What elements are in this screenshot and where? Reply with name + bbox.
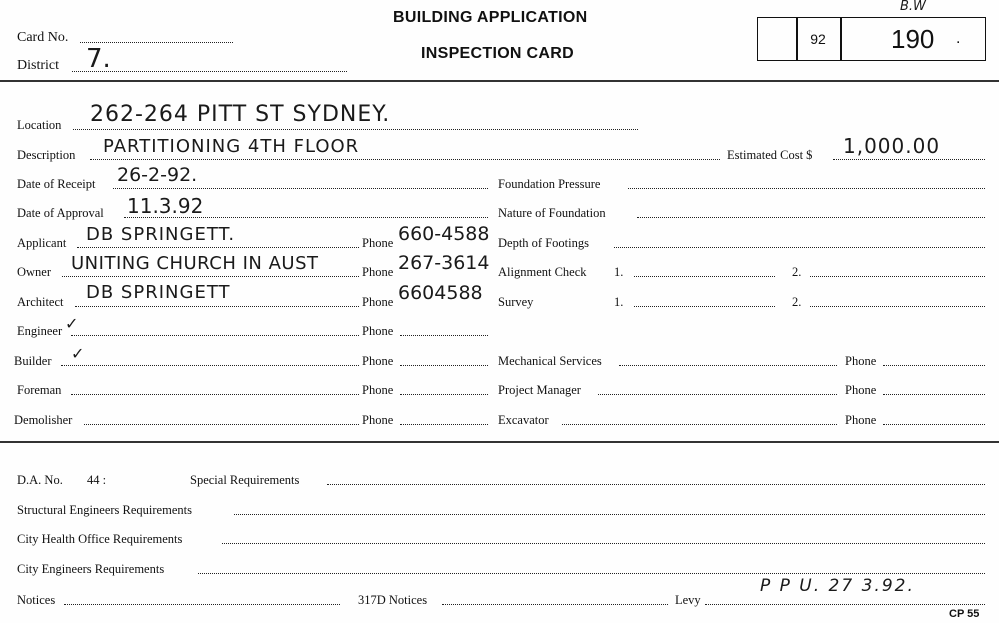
mechanical-phone-label: Phone: [845, 354, 877, 368]
engineers-requirements-line: [198, 573, 985, 574]
foreman-phone-label: Phone: [362, 383, 394, 397]
location-label: Location: [17, 118, 62, 132]
structural-requirements-line: [234, 514, 985, 515]
engineer-tick: ✓: [65, 314, 79, 333]
estimated-cost-value: 1,000.00: [843, 134, 941, 158]
health-requirements-label: City Health Office Requirements: [17, 532, 183, 546]
health-requirements-line: [222, 543, 985, 544]
location-value: 262-264 PITT ST SYDNEY.: [90, 102, 391, 127]
description-value: PARTITIONING 4TH FLOOR: [103, 136, 360, 157]
project-manager-line: [598, 394, 837, 395]
date-receipt-label: Date of Receipt: [17, 177, 96, 191]
excavator-phone-label: Phone: [845, 413, 877, 427]
box-number: 190: [891, 24, 935, 54]
date-receipt-line: [113, 188, 488, 189]
mechanical-services-line: [619, 365, 837, 366]
alignment-line-1: [634, 276, 775, 277]
card-number-box: [757, 17, 986, 61]
alignment-num-2: 2.: [792, 265, 802, 279]
notices-line: [64, 604, 340, 605]
levy-value: P P U. 27 3.92.: [760, 576, 915, 596]
alignment-num-1: 1.: [614, 265, 624, 279]
demolisher-phone-line: [400, 424, 488, 425]
survey-line-1: [634, 306, 775, 307]
special-requirements-label: Special Requirements: [190, 473, 300, 487]
builder-label: Builder: [14, 354, 52, 368]
da-no-label: D.A. No.: [17, 473, 63, 487]
nature-foundation-label: Nature of Foundation: [498, 206, 606, 220]
architect-value: DB SPRINGETT: [86, 282, 231, 303]
owner-phone-label: Phone: [362, 265, 394, 279]
engineer-phone-label: Phone: [362, 324, 394, 338]
date-approval-label: Date of Approval: [17, 206, 104, 220]
notices-317d-label: 317D Notices: [358, 593, 428, 607]
depth-footings-line: [614, 247, 985, 248]
demolisher-label: Demolisher: [14, 413, 73, 427]
card-no-line: [80, 42, 233, 43]
survey-num-1: 1.: [614, 295, 624, 309]
header-divider: [0, 80, 999, 82]
special-requirements-line: [327, 484, 985, 485]
architect-line: [75, 306, 359, 307]
survey-label: Survey: [498, 295, 534, 309]
box-year: 92: [810, 31, 826, 47]
notices-317d-line: [442, 604, 668, 605]
applicant-phone-label: Phone: [362, 236, 394, 250]
levy-label: Levy: [675, 593, 701, 607]
owner-line: [62, 276, 359, 277]
foundation-pressure-label: Foundation Pressure: [498, 177, 601, 191]
depth-footings-label: Depth of Footings: [498, 236, 589, 250]
architect-phone-label: Phone: [362, 295, 394, 309]
applicant-line: [77, 247, 359, 248]
survey-num-2: 2.: [792, 295, 802, 309]
project-manager-phone-label: Phone: [845, 383, 877, 397]
date-approval-value: 11.3.92: [127, 194, 204, 218]
alignment-check-label: Alignment Check: [498, 265, 587, 279]
section-divider: [0, 441, 999, 443]
demolisher-line: [84, 424, 359, 425]
applicant-value: DB SPRINGETT.: [86, 224, 236, 245]
architect-label: Architect: [17, 295, 64, 309]
engineer-phone-line: [400, 335, 488, 336]
corner-note: B.W: [900, 0, 926, 14]
project-manager-phone-line: [883, 394, 985, 395]
architect-phone-value: 6604588: [398, 282, 483, 304]
da-no-value: 44 :: [87, 473, 107, 487]
builder-phone-line: [400, 365, 488, 366]
estimated-cost-label: Estimated Cost $: [727, 148, 813, 162]
notices-label: Notices: [17, 593, 56, 607]
owner-label: Owner: [17, 265, 52, 279]
foreman-line: [71, 394, 359, 395]
foreman-label: Foreman: [17, 383, 62, 397]
structural-requirements-label: Structural Engineers Requirements: [17, 503, 192, 517]
survey-line-2: [810, 306, 985, 307]
district-line: [72, 71, 347, 72]
engineers-requirements-label: City Engineers Requirements: [17, 562, 165, 576]
excavator-phone-line: [883, 424, 985, 425]
applicant-label: Applicant: [17, 236, 67, 250]
mechanical-phone-line: [883, 365, 985, 366]
engineer-line: [71, 335, 359, 336]
district-label: District: [17, 58, 59, 73]
mechanical-services-label: Mechanical Services: [498, 354, 602, 368]
foundation-pressure-line: [628, 188, 985, 189]
district-value: 7.: [86, 44, 111, 74]
title-line-2: INSPECTION CARD: [421, 45, 574, 62]
date-receipt-value: 26-2-92.: [117, 164, 198, 186]
description-line: [90, 159, 720, 160]
builder-phone-label: Phone: [362, 354, 394, 368]
applicant-phone-value: 660-4588: [398, 223, 490, 245]
card-no-label: Card No.: [17, 30, 69, 45]
excavator-line: [562, 424, 837, 425]
title-line-1: BUILDING APPLICATION: [393, 9, 588, 26]
foreman-phone-line: [400, 394, 488, 395]
project-manager-label: Project Manager: [498, 383, 581, 397]
alignment-line-2: [810, 276, 985, 277]
description-label: Description: [17, 148, 76, 162]
builder-line: [61, 365, 359, 366]
owner-value: UNITING CHURCH IN AUST: [71, 253, 319, 274]
estimated-cost-line: [833, 159, 985, 160]
builder-tick: ✓: [71, 344, 85, 363]
location-line: [73, 129, 638, 130]
nature-foundation-line: [637, 217, 985, 218]
levy-line: [705, 604, 985, 605]
form-code: CP 55: [949, 608, 980, 620]
excavator-label: Excavator: [498, 413, 549, 427]
demolisher-phone-label: Phone: [362, 413, 394, 427]
owner-phone-value: 267-3614: [398, 252, 490, 274]
box-number-dot: .: [956, 30, 961, 47]
engineer-label: Engineer: [17, 324, 63, 338]
